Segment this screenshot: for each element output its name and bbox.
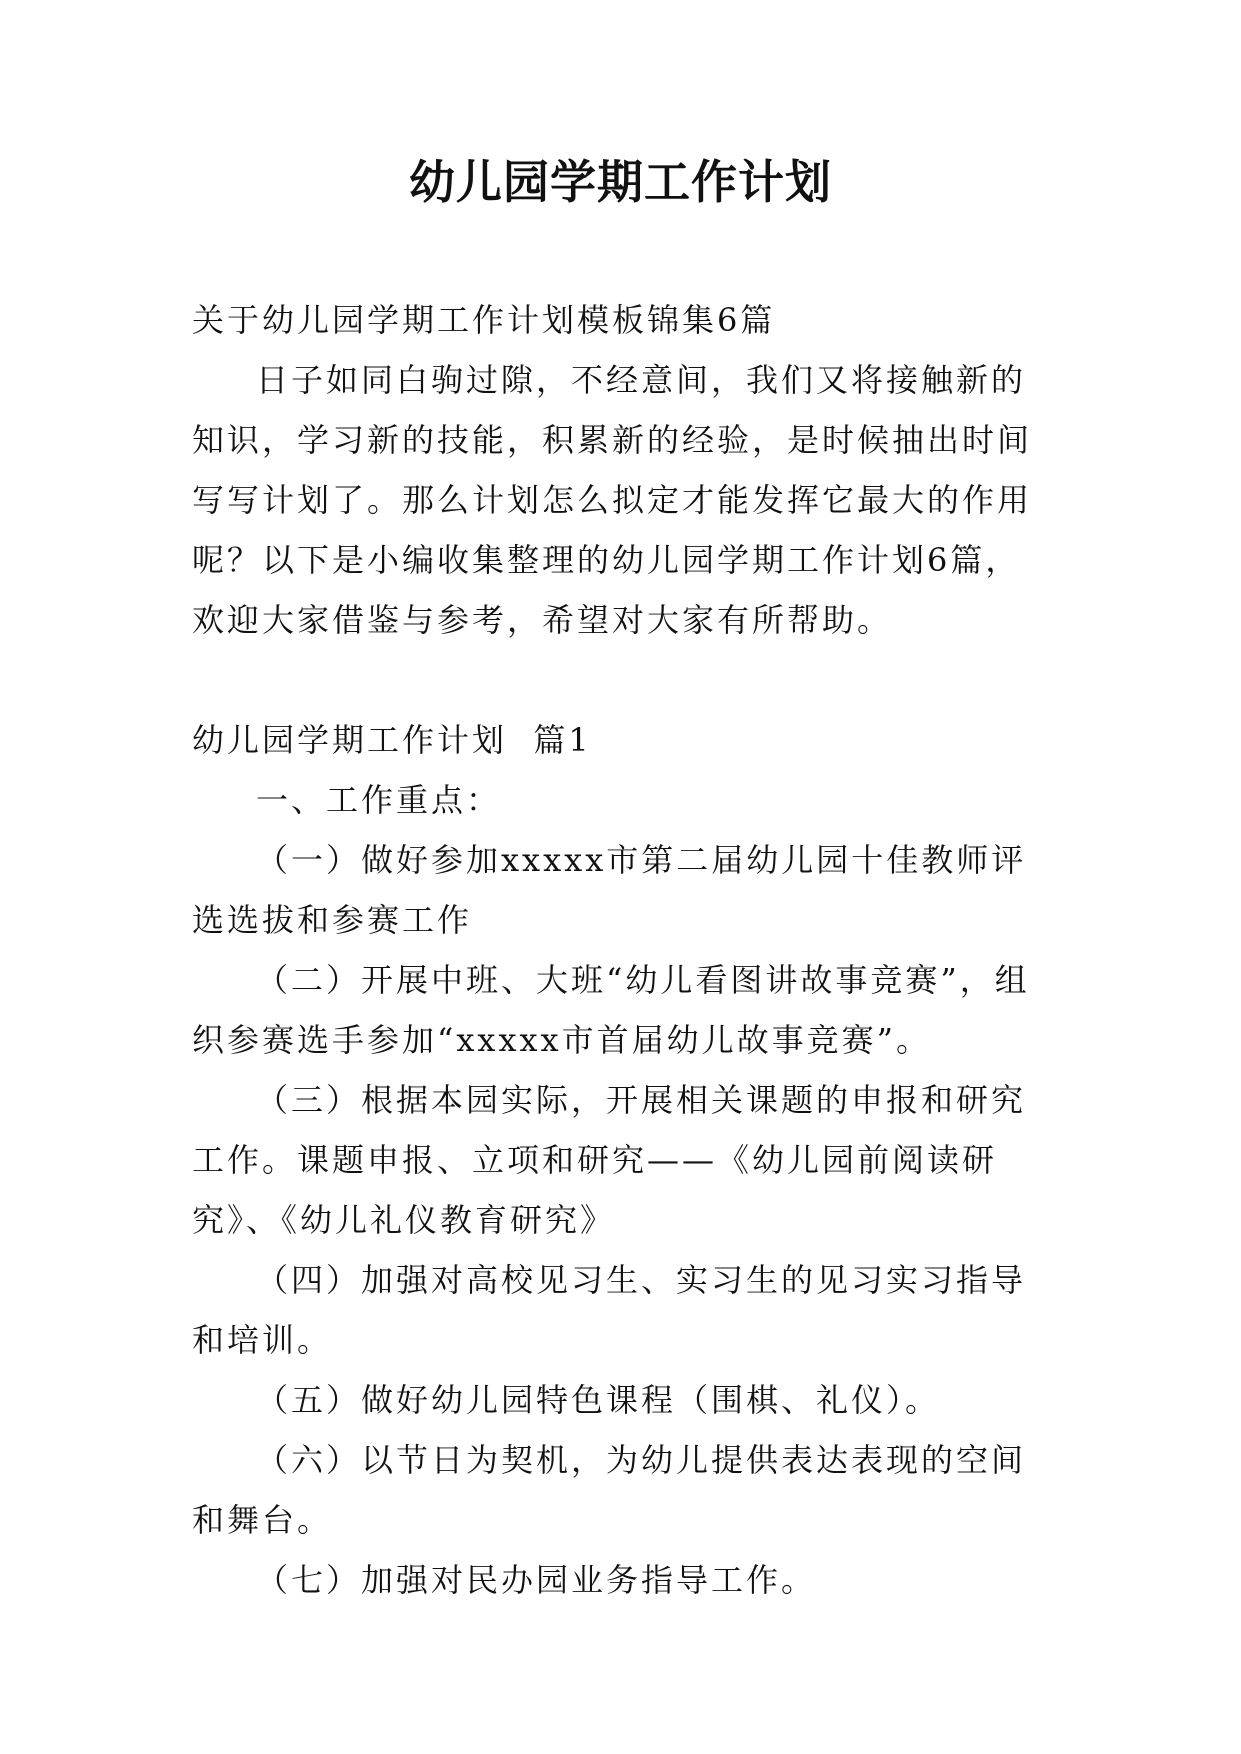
list-item: （三）根据本园实际，开展相关课题的申报和研究工作。课题申报、立项和研究——《幼儿园前阅读研究》、《幼儿礼仪教育研究》 [192, 1081, 1027, 1239]
list-item: （七）加强对民办园业务指导工作。 [256, 1561, 817, 1599]
document-title: 幼儿园学期工作计划 [409, 155, 832, 209]
list-item: （四）加强对高校见习生、实习生的见习实习指导和培训。 [192, 1261, 1027, 1359]
list-item: （六）以节日为契机，为幼儿提供表达表现的空间和舞台。 [192, 1441, 1027, 1539]
document-body [192, 290, 1054, 1610]
list-item: （一）做好参加xxxxx市第二届幼儿园十佳教师评选选拔和参赛工作 [192, 841, 1027, 939]
intro-paragraph: 日子如同白驹过隙，不经意间，我们又将接触新的知识，学习新的技能，积累新的经验，是时候抽出时间写写计划了。那么计划怎么拟定才能发挥它最大的作用呢？以下是小编收集整理的幼儿园学期工作计划6篇，欢迎大家借鉴与参考，希望对大家有所帮助。 [192, 361, 1033, 639]
list-item: （五）做好幼儿园特色课程（围棋、礼仪）。 [256, 1381, 941, 1419]
section-title: 幼儿园学期工作计划 篇1 [192, 721, 592, 759]
heading-work-focus: 一、工作重点： [256, 781, 502, 819]
document-subtitle: 关于幼儿园学期工作计划模板锦集6篇 [192, 301, 776, 339]
list-item: （二）开展中班、大班“幼儿看图讲故事竞赛”，组织参赛选手参加“xxxxx市首届幼儿故事竞赛”。 [192, 961, 1030, 1059]
